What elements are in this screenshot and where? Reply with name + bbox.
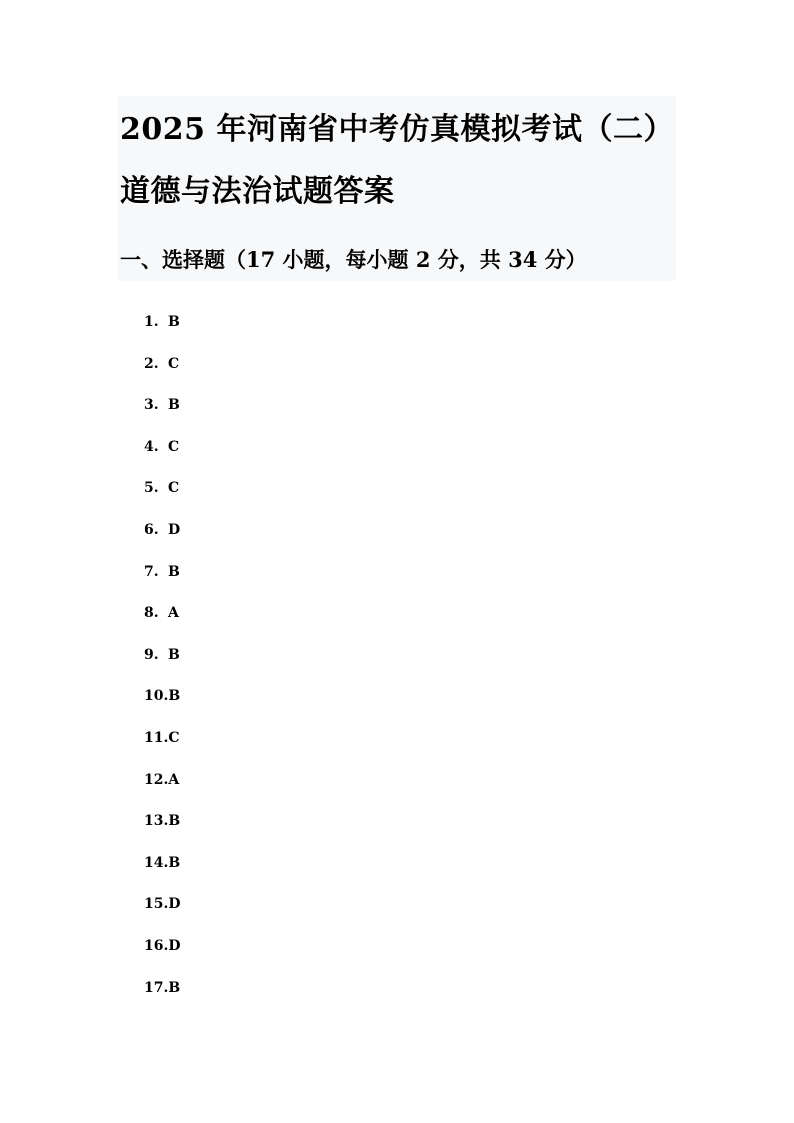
answer-letter: C (168, 480, 180, 497)
answer-item (144, 684, 181, 726)
answer-item (144, 518, 181, 560)
answer-item (144, 726, 181, 768)
answer-letter: A (168, 771, 180, 788)
question-number: 3. (144, 397, 159, 414)
question-number: 2. (144, 355, 159, 372)
answer-letter: B (168, 646, 180, 663)
question-number: 14. (144, 854, 169, 871)
answer-letter: C (168, 729, 180, 746)
answer-letter: B (168, 688, 181, 705)
question-number: 15. (144, 896, 169, 913)
answer-item (144, 435, 181, 477)
answer-letter: B (168, 397, 180, 414)
question-number: 11. (144, 729, 169, 746)
answer-letter: C (168, 438, 180, 455)
answer-letter: B (168, 314, 180, 330)
document-title: 2025 年河南省中考仿真模拟考试（二） (120, 112, 674, 147)
answer-item (144, 601, 181, 643)
answer-letter: B (168, 563, 180, 580)
question-number: 5. (144, 480, 159, 497)
question-number: 9. (144, 646, 159, 663)
answer-letter: D (168, 521, 181, 538)
question-number: 1. (144, 314, 159, 330)
answer-letter: D (168, 896, 181, 913)
answer-item (144, 643, 181, 685)
answer-letter: B (168, 813, 181, 830)
section-heading: 一、选择题（17 小题，每小题 2 分，共 34 分） (120, 247, 587, 272)
answer-item (144, 310, 181, 352)
answer-item (144, 976, 181, 1018)
answer-item (144, 809, 181, 851)
answer-letter: D (168, 937, 181, 954)
question-number: 6. (144, 521, 159, 538)
answer-item (144, 393, 181, 435)
question-number: 4. (144, 438, 159, 455)
question-number: 16. (144, 937, 169, 954)
question-number: 17. (144, 979, 169, 996)
answer-letter: C (168, 355, 180, 372)
answer-item (144, 892, 181, 934)
answer-item (144, 934, 181, 976)
document-subtitle: 道德与法治试题答案 (120, 174, 395, 209)
answer-item (144, 851, 181, 893)
question-number: 7. (144, 563, 159, 580)
answer-letter: B (168, 979, 181, 996)
question-number: 12. (144, 771, 169, 788)
answer-item (144, 768, 181, 810)
answer-letter: B (168, 854, 181, 871)
question-number: 8. (144, 605, 159, 622)
answer-item (144, 352, 181, 394)
question-number: 13. (144, 813, 169, 830)
answer-item (144, 560, 181, 602)
question-number: 10. (144, 688, 169, 705)
answer-list (144, 310, 181, 1017)
answer-letter: A (168, 605, 179, 622)
answer-item (144, 476, 181, 518)
